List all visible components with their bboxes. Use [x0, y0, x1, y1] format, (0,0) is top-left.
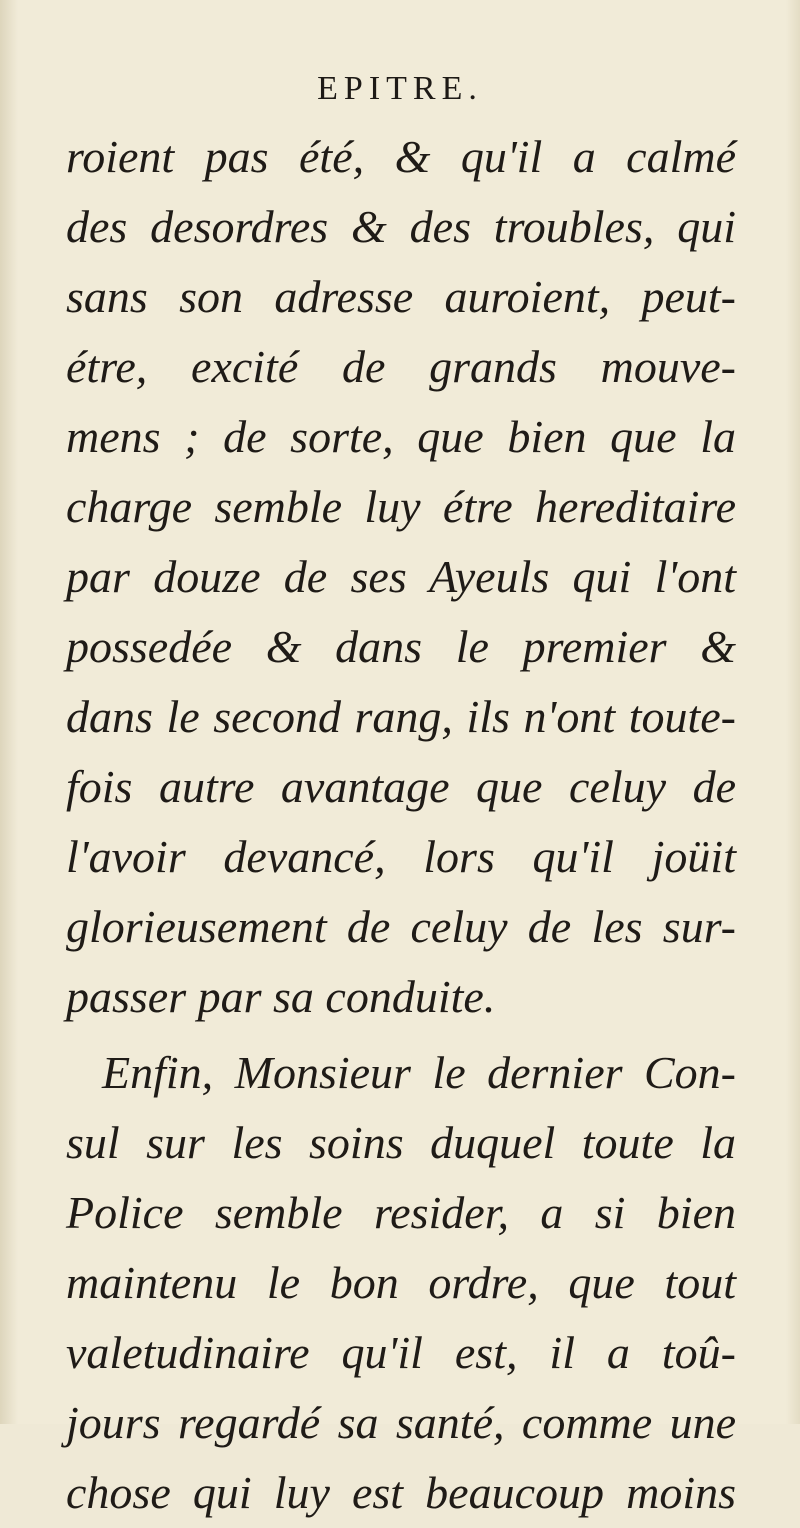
running-head: EPITRE.	[317, 70, 483, 107]
text-line: l'avoir devancé, lors qu'il joüit	[66, 831, 736, 882]
paragraph-end-line: passer par sa conduite.	[66, 971, 496, 1022]
text-line: mens ; de sorte, que bien que la	[66, 411, 736, 462]
text-line: valetudinaire qu'il est, il a toû-	[66, 1327, 736, 1378]
text-line: roient pas été, & qu'il a calmé	[66, 131, 736, 182]
body-text	[66, 122, 736, 1528]
text-line: possedée & dans le premier &	[66, 621, 736, 672]
page-gutter-shadow	[0, 0, 18, 1424]
text-line: sans son adresse auroient, peut-	[66, 271, 736, 322]
text-line: jours regardé sa santé, comme une	[66, 1397, 736, 1448]
text-line: glorieusement de celuy de les sur-	[66, 901, 736, 952]
paragraph-first-line: Enfin, Monsieur le dernier Con-	[102, 1047, 736, 1098]
text-line: par douze de ses Ayeuls qui l'ont	[66, 551, 736, 602]
text-line: fois autre avantage que celuy de	[66, 761, 736, 812]
text-line: dans le second rang, ils n'ont toute-	[66, 691, 736, 742]
text-line: étre, excité de grands mouve-	[66, 341, 736, 392]
text-line: chose qui luy est beaucoup moins	[66, 1467, 736, 1518]
text-line: sul sur les soins duquel toute la	[66, 1117, 736, 1168]
text-line: Police semble resider, a si bien	[66, 1187, 736, 1238]
text-line: des desordres & des troubles, qui	[66, 201, 736, 252]
text-line: charge semble luy étre hereditaire	[66, 481, 736, 532]
text-line: maintenu le bon ordre, que tout	[66, 1257, 736, 1308]
page-edge-shadow	[786, 0, 800, 1424]
